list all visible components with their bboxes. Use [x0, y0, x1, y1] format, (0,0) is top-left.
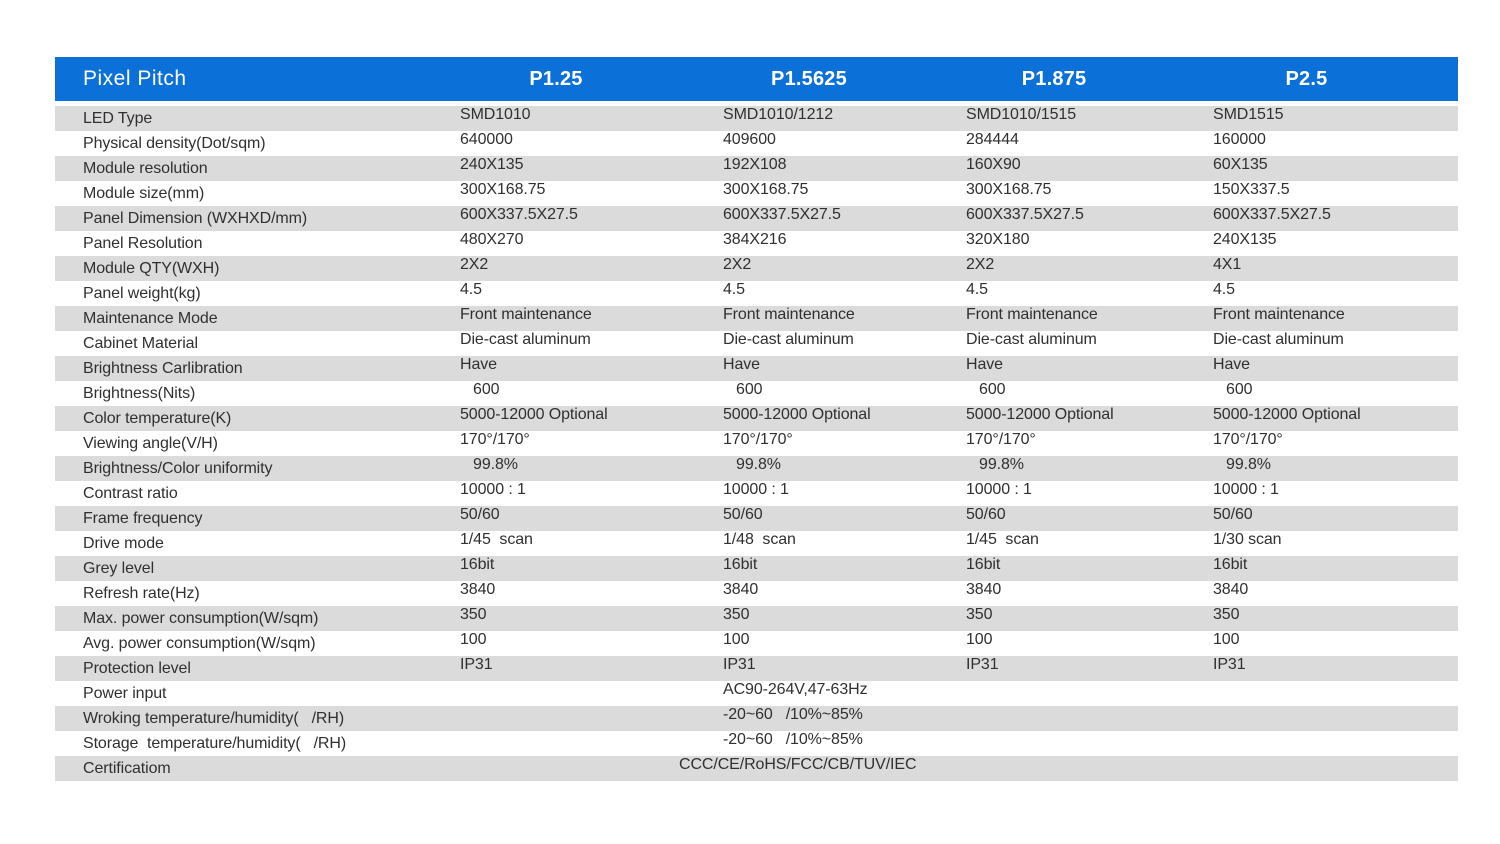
- row-value: 600: [460, 380, 500, 398]
- row-label: LED Type: [83, 109, 153, 127]
- row-value: 4.5: [460, 280, 482, 298]
- row-value: 50/60: [723, 505, 763, 523]
- row-label: Power input: [83, 684, 167, 702]
- row-value: 384X216: [723, 230, 787, 248]
- row-value: 4.5: [1213, 280, 1235, 298]
- row-value: 2X2: [460, 255, 489, 273]
- table-row: [55, 481, 1458, 506]
- table-row: [55, 331, 1458, 356]
- row-value: 100: [1213, 630, 1240, 648]
- row-value: 240X135: [1213, 230, 1277, 248]
- row-value: Front maintenance: [723, 305, 855, 323]
- row-value: 150X337.5: [1213, 180, 1290, 198]
- row-label: Brightness(Nits): [83, 384, 196, 402]
- row-label: Color temperature(K): [83, 409, 232, 427]
- row-label: Avg. power consumption(W/sqm): [83, 634, 316, 652]
- row-label: Panel Resolution: [83, 234, 203, 252]
- row-value: 4X1: [1213, 255, 1242, 273]
- row-value: 16bit: [966, 555, 1001, 573]
- row-label: Contrast ratio: [83, 484, 178, 502]
- row-value: 284444: [966, 130, 1019, 148]
- row-value: 5000-12000 Optional: [1213, 405, 1361, 423]
- column-header-cell: P2.5: [1285, 67, 1328, 90]
- row-span-value: -20~60 /10%~85%: [723, 705, 863, 723]
- row-value: 3840: [460, 580, 496, 598]
- row-label: Max. power consumption(W/sqm): [83, 609, 319, 627]
- row-value: 2X2: [723, 255, 752, 273]
- table-row: [55, 281, 1458, 306]
- row-value: Die-cast aluminum: [1213, 330, 1344, 348]
- row-value: 160X90: [966, 155, 1021, 173]
- row-value: 600: [1213, 380, 1253, 398]
- spec-table: [55, 57, 1458, 781]
- row-value: 10000 : 1: [723, 480, 789, 498]
- row-value: 3840: [1213, 580, 1249, 598]
- row-value: 640000: [460, 130, 513, 148]
- row-value: 240X135: [460, 155, 524, 173]
- table-row: [55, 706, 1458, 731]
- row-label: Module QTY(WXH): [83, 259, 220, 277]
- row-value: 99.8%: [966, 455, 1024, 473]
- row-value: IP31: [1213, 655, 1246, 673]
- row-label: Brightness Carlibration: [83, 359, 243, 377]
- row-value: Front maintenance: [966, 305, 1098, 323]
- row-label: Module size(mm): [83, 184, 205, 202]
- row-value: IP31: [723, 655, 756, 673]
- table-row: [55, 306, 1458, 331]
- row-value: Front maintenance: [1213, 305, 1345, 323]
- table-row: [55, 156, 1458, 181]
- row-label: Protection level: [83, 659, 191, 677]
- row-label: Certificatiom: [83, 759, 171, 777]
- row-label: Refresh rate(Hz): [83, 584, 200, 602]
- table-row: [55, 381, 1458, 406]
- column-header-cell: P1.25: [529, 67, 583, 90]
- table-row: [55, 581, 1458, 606]
- row-value: 600X337.5X27.5: [1213, 205, 1331, 223]
- row-value: 5000-12000 Optional: [723, 405, 871, 423]
- row-label: Frame frequency: [83, 509, 203, 527]
- table-row: [55, 556, 1458, 581]
- row-value: 100: [723, 630, 750, 648]
- row-value: 600: [966, 380, 1006, 398]
- row-value: SMD1010: [460, 105, 531, 123]
- row-span-value: AC90-264V,47-63Hz: [723, 680, 868, 698]
- row-label: Maintenance Mode: [83, 309, 218, 327]
- column-header-cell: P1.875: [1021, 67, 1087, 90]
- table-row: [55, 431, 1458, 456]
- row-value: 350: [966, 605, 993, 623]
- row-label: Brightness/Color uniformity: [83, 459, 273, 477]
- row-value: 50/60: [460, 505, 500, 523]
- table-header-row: [55, 57, 1458, 101]
- table-row: [55, 656, 1458, 681]
- row-value: 350: [723, 605, 750, 623]
- table-row: [55, 131, 1458, 156]
- row-value: 320X180: [966, 230, 1030, 248]
- row-value: Front maintenance: [460, 305, 592, 323]
- row-value: 5000-12000 Optional: [966, 405, 1114, 423]
- table-row: [55, 256, 1458, 281]
- row-value: IP31: [460, 655, 493, 673]
- row-value: 1/45 scan: [966, 530, 1039, 548]
- row-value: 2X2: [966, 255, 995, 273]
- row-value: 170°/170°: [460, 430, 530, 448]
- row-value: 4.5: [723, 280, 745, 298]
- row-value: 99.8%: [723, 455, 781, 473]
- row-value: Have: [966, 355, 1003, 373]
- row-value: 170°/170°: [1213, 430, 1283, 448]
- table-row: [55, 731, 1458, 756]
- row-span-value: -20~60 /10%~85%: [723, 730, 863, 748]
- row-value: 170°/170°: [966, 430, 1036, 448]
- row-value: 600: [723, 380, 763, 398]
- row-label: Module resolution: [83, 159, 208, 177]
- row-value: 10000 : 1: [1213, 480, 1279, 498]
- row-value: 16bit: [460, 555, 495, 573]
- table-row: [55, 531, 1458, 556]
- row-label: Panel weight(kg): [83, 284, 201, 302]
- row-value: 480X270: [460, 230, 524, 248]
- row-value: 3840: [723, 580, 759, 598]
- table-row: [55, 181, 1458, 206]
- row-value: 170°/170°: [723, 430, 793, 448]
- row-label: Cabinet Material: [83, 334, 198, 352]
- row-value: 16bit: [723, 555, 758, 573]
- row-value: Have: [723, 355, 760, 373]
- row-value: 1/30 scan: [1213, 530, 1282, 548]
- row-value: 300X168.75: [723, 180, 809, 198]
- row-label: Drive mode: [83, 534, 164, 552]
- row-value: 600X337.5X27.5: [723, 205, 841, 223]
- row-value: Die-cast aluminum: [460, 330, 591, 348]
- row-value: Die-cast aluminum: [723, 330, 854, 348]
- table-row: [55, 206, 1458, 231]
- row-value: 409600: [723, 130, 776, 148]
- row-value: 4.5: [966, 280, 988, 298]
- row-value: 350: [460, 605, 487, 623]
- row-value: 99.8%: [1213, 455, 1271, 473]
- pixel-pitch-header-cell: Pixel Pitch: [83, 67, 187, 90]
- row-value: 600X337.5X27.5: [460, 205, 578, 223]
- table-row: [55, 231, 1458, 256]
- row-value: 1/48 scan: [723, 530, 796, 548]
- row-value: 160000: [1213, 130, 1266, 148]
- row-label: Viewing angle(V/H): [83, 434, 218, 452]
- row-value: 350: [1213, 605, 1240, 623]
- row-value: 10000 : 1: [966, 480, 1032, 498]
- table-row: [55, 456, 1458, 481]
- row-value: 100: [966, 630, 993, 648]
- spec-table-body: [55, 106, 1458, 781]
- row-label: Physical density(Dot/sqm): [83, 134, 266, 152]
- row-value: 10000 : 1: [460, 480, 526, 498]
- table-row: [55, 756, 1458, 781]
- row-value: SMD1515: [1213, 105, 1284, 123]
- row-value: 50/60: [1213, 505, 1253, 523]
- row-value: IP31: [966, 655, 999, 673]
- row-label: Wroking temperature/humidity( /RH): [83, 709, 345, 727]
- row-value: Have: [1213, 355, 1250, 373]
- row-value: 100: [460, 630, 487, 648]
- row-label: Grey level: [83, 559, 155, 577]
- row-value: 600X337.5X27.5: [966, 205, 1084, 223]
- row-value: 3840: [966, 580, 1002, 598]
- row-value: 192X108: [723, 155, 787, 173]
- table-row: [55, 356, 1458, 381]
- table-row: [55, 606, 1458, 631]
- row-value: Die-cast aluminum: [966, 330, 1097, 348]
- row-value: 99.8%: [460, 455, 518, 473]
- row-label: Storage temperature/humidity( /RH): [83, 734, 347, 752]
- row-value: SMD1010/1212: [723, 105, 833, 123]
- row-value: SMD1010/1515: [966, 105, 1076, 123]
- row-value: 60X135: [1213, 155, 1268, 173]
- table-row: [55, 631, 1458, 656]
- table-row: [55, 681, 1458, 706]
- row-span-value: CCC/CE/RoHS/FCC/CB/TUV/IEC: [679, 755, 917, 773]
- row-value: Have: [460, 355, 497, 373]
- table-row: [55, 106, 1458, 131]
- row-value: 300X168.75: [966, 180, 1052, 198]
- table-row: [55, 506, 1458, 531]
- row-value: 1/45 scan: [460, 530, 533, 548]
- column-header-cell: P1.5625: [771, 67, 847, 90]
- table-row: [55, 406, 1458, 431]
- row-value: 50/60: [966, 505, 1006, 523]
- row-label: Panel Dimension (WXHXD/mm): [83, 209, 308, 227]
- row-value: 5000-12000 Optional: [460, 405, 608, 423]
- row-value: 300X168.75: [460, 180, 546, 198]
- row-value: 16bit: [1213, 555, 1248, 573]
